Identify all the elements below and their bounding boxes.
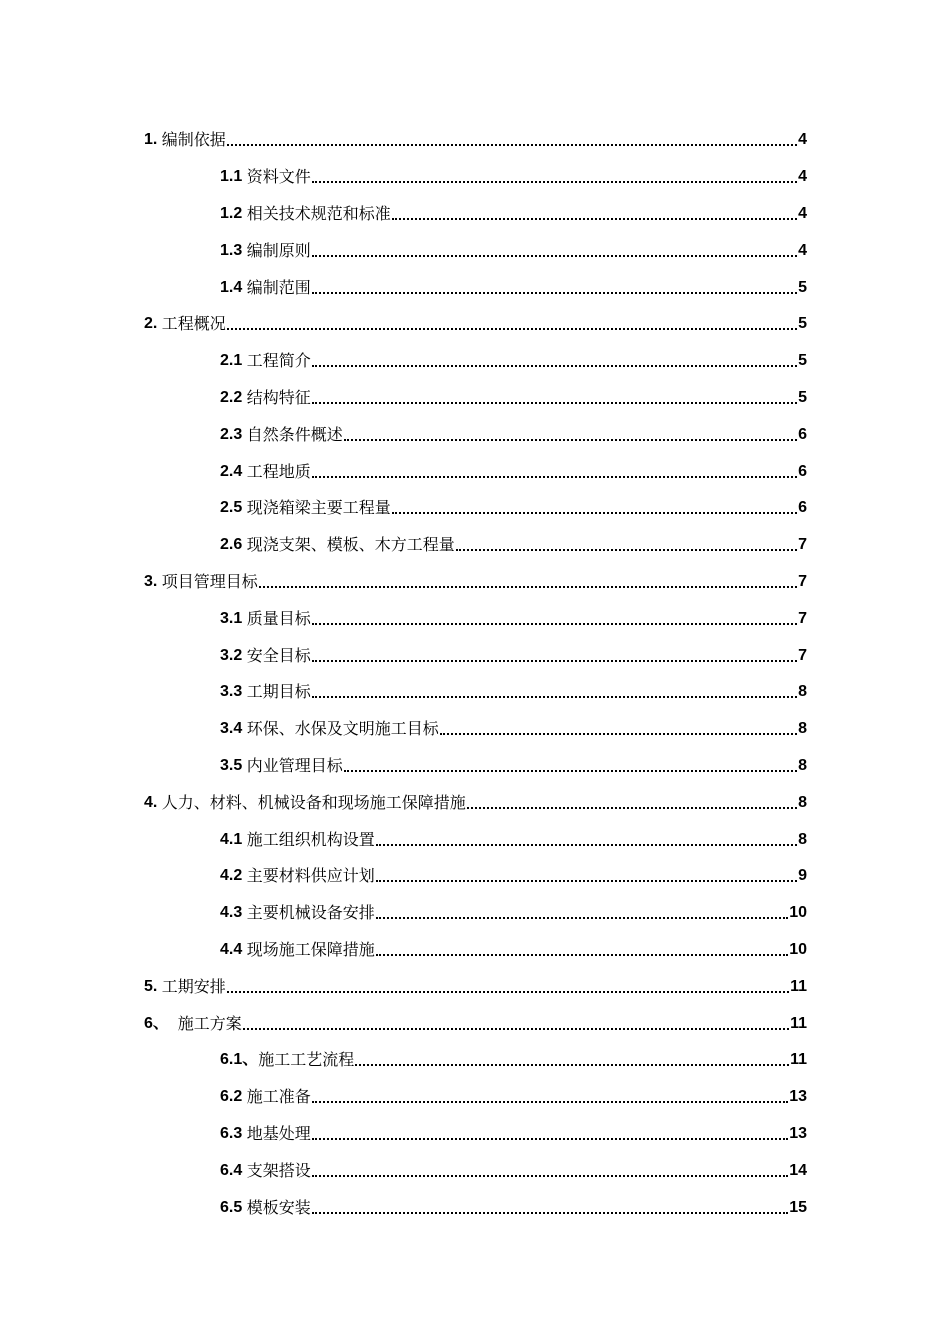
toc-entry-page-number: 13 — [789, 1124, 807, 1142]
toc-entry-page-number: 7 — [798, 646, 807, 664]
toc-dot-leader — [312, 181, 797, 183]
toc-entry-line — [220, 278, 950, 298]
toc-entry-section[interactable] — [0, 1042, 950, 1079]
toc-entry-number: 3.1 — [220, 609, 247, 627]
toc-entry-title: 编制原则 — [246, 240, 311, 260]
toc-dot-leader — [312, 402, 797, 404]
toc-entry-section[interactable] — [0, 1189, 950, 1226]
toc-dot-leader — [312, 1138, 789, 1140]
toc-entry-section[interactable] — [0, 159, 950, 196]
table-of-contents — [0, 122, 950, 1226]
toc-entry-number: 5. — [144, 977, 162, 995]
toc-entry-title: 结构特征 — [246, 387, 311, 407]
toc-dot-leader — [355, 1064, 789, 1066]
toc-entry-line — [220, 756, 950, 776]
toc-entry-line — [144, 572, 950, 592]
toc-entry-line — [220, 830, 950, 850]
toc-entry-title: 工程地质 — [246, 461, 311, 481]
toc-entry-section[interactable] — [0, 416, 950, 453]
toc-entry-page-number: 11 — [790, 977, 807, 995]
toc-entry-title: 人力、材料、机械设备和现场施工保障措施 — [161, 792, 466, 812]
toc-dot-leader — [312, 623, 797, 625]
toc-entry-page-number: 11 — [790, 1014, 807, 1032]
toc-dot-leader — [259, 586, 797, 588]
toc-entry-number: 1.2 — [220, 204, 247, 222]
toc-entry-number: 6.5 — [220, 1198, 247, 1216]
toc-entry-section[interactable] — [0, 674, 950, 711]
toc-entry-page-number: 9 — [798, 867, 807, 885]
toc-entry-line — [220, 1124, 950, 1144]
toc-entry-line — [144, 1014, 950, 1034]
toc-dot-leader — [312, 365, 797, 367]
toc-entry-title: 资料文件 — [246, 167, 311, 187]
toc-entry-number: 2.1 — [220, 352, 247, 370]
toc-entry-title: 工期安排 — [161, 976, 226, 996]
toc-entry-page-number: 6 — [798, 462, 807, 480]
toc-entry-section[interactable] — [0, 600, 950, 637]
toc-dot-leader — [376, 917, 789, 919]
toc-entry-title: 工程简介 — [246, 351, 311, 371]
toc-entry-line — [220, 535, 950, 555]
toc-entry-title: 现浇箱梁主要工程量 — [246, 498, 391, 518]
toc-entry-number: 3. — [144, 572, 162, 590]
toc-entry-number: 3.5 — [220, 756, 247, 774]
toc-entry-number: 1.1 — [220, 168, 247, 186]
toc-entry-line — [220, 866, 950, 886]
toc-dot-leader — [467, 807, 797, 809]
toc-entry-title: 现浇支架、模板、木方工程量 — [246, 535, 455, 555]
toc-entry-number: 4.2 — [220, 867, 247, 885]
toc-entry-title: 工程概况 — [161, 314, 226, 334]
toc-entry-page-number: 11 — [790, 1051, 807, 1069]
toc-entry-page-number: 7 — [798, 609, 807, 627]
toc-entry-line — [144, 977, 950, 997]
toc-entry-title: 施工组织机构设置 — [246, 829, 375, 849]
toc-entry-page-number: 14 — [789, 1161, 807, 1179]
toc-entry-section[interactable] — [0, 748, 950, 785]
toc-entry-line — [220, 167, 950, 187]
toc-entry-section[interactable] — [0, 711, 950, 748]
toc-entry-number: 1. — [144, 131, 162, 149]
toc-dot-leader — [376, 954, 789, 956]
toc-entry-line — [220, 351, 950, 371]
toc-entry-page-number: 8 — [798, 756, 807, 774]
toc-entry-number: 2.5 — [220, 499, 247, 517]
toc-entry-line — [220, 241, 950, 261]
toc-dot-leader — [312, 660, 797, 662]
toc-entry-number: 6.3 — [220, 1124, 247, 1142]
toc-entry-page-number: 10 — [789, 904, 807, 922]
toc-entry-chapter[interactable] — [0, 1005, 950, 1042]
toc-entry-page-number: 8 — [798, 683, 807, 701]
toc-entry-title: 施工方案 — [177, 1013, 242, 1033]
toc-entry-title: 主要机械设备安排 — [246, 903, 375, 923]
toc-entry-number: 2.6 — [220, 536, 247, 554]
toc-entry-title: 质量目标 — [246, 608, 311, 628]
toc-entry-number: 2.3 — [220, 425, 247, 443]
toc-entry-page-number: 7 — [798, 572, 807, 590]
toc-dot-leader — [312, 292, 797, 294]
toc-entry-page-number: 5 — [798, 352, 807, 370]
toc-dot-leader — [312, 476, 797, 478]
toc-dot-leader — [227, 328, 797, 330]
toc-entry-title: 工期目标 — [246, 682, 311, 702]
toc-entry-number: 4.1 — [220, 830, 247, 848]
toc-dot-leader — [312, 255, 797, 257]
toc-entry-title: 环保、水保及文明施工目标 — [246, 719, 439, 739]
toc-entry-line — [220, 498, 950, 518]
toc-entry-line — [220, 388, 950, 408]
toc-entry-title: 模板安装 — [246, 1197, 311, 1217]
toc-entry-title: 支架搭设 — [246, 1160, 311, 1180]
toc-entry-page-number: 5 — [798, 388, 807, 406]
toc-entry-line — [220, 1050, 950, 1070]
toc-entry-page-number: 5 — [798, 315, 807, 333]
toc-entry-section[interactable] — [0, 490, 950, 527]
toc-entry-page-number: 8 — [798, 720, 807, 738]
toc-dot-leader — [344, 770, 797, 772]
toc-entry-number: 1.3 — [220, 241, 247, 259]
toc-entry-chapter[interactable] — [0, 564, 950, 601]
toc-entry-page-number: 4 — [798, 241, 807, 259]
toc-entry-line — [220, 940, 950, 960]
toc-entry-section[interactable] — [0, 527, 950, 564]
toc-entry-page-number: 6 — [798, 425, 807, 443]
toc-entry-line — [220, 204, 950, 224]
toc-entry-number: 6.2 — [220, 1088, 247, 1106]
toc-entry-number: 2. — [144, 315, 162, 333]
toc-entry-line — [220, 903, 950, 923]
toc-entry-line — [220, 1087, 950, 1107]
toc-entry-title: 施工准备 — [246, 1087, 311, 1107]
toc-dot-leader — [312, 1212, 789, 1214]
toc-entry-number: 1.4 — [220, 278, 247, 296]
toc-entry-page-number: 8 — [798, 830, 807, 848]
toc-dot-leader — [440, 733, 797, 735]
toc-entry-number: 6.1、 — [220, 1051, 259, 1069]
toc-entry-section[interactable] — [0, 1152, 950, 1189]
toc-entry-page-number: 13 — [789, 1088, 807, 1106]
toc-entry-line — [220, 646, 950, 666]
toc-entry-page-number: 4 — [798, 131, 807, 149]
toc-dot-leader — [392, 512, 797, 514]
toc-dot-leader — [243, 1028, 789, 1030]
toc-entry-page-number: 10 — [789, 940, 807, 958]
toc-entry-number: 3.3 — [220, 683, 247, 701]
toc-entry-title: 施工工艺流程 — [258, 1050, 355, 1070]
toc-entry-section[interactable] — [0, 269, 950, 306]
toc-entry-section[interactable] — [0, 637, 950, 674]
toc-entry-title: 地基处理 — [246, 1123, 311, 1143]
toc-entry-page-number: 4 — [798, 204, 807, 222]
toc-entry-section[interactable] — [0, 1116, 950, 1153]
toc-entry-page-number: 4 — [798, 168, 807, 186]
toc-entry-line — [220, 425, 950, 445]
toc-entry-number: 4.3 — [220, 904, 247, 922]
toc-entry-section[interactable] — [0, 858, 950, 895]
toc-entry-number: 6.4 — [220, 1161, 247, 1179]
toc-entry-number: 4. — [144, 793, 162, 811]
toc-entry-line — [220, 1161, 950, 1181]
toc-dot-leader — [227, 991, 789, 993]
toc-entry-title: 自然条件概述 — [246, 424, 343, 444]
toc-entry-section[interactable] — [0, 895, 950, 932]
toc-entry-section[interactable] — [0, 821, 950, 858]
toc-dot-leader — [376, 844, 797, 846]
toc-entry-section[interactable] — [0, 1079, 950, 1116]
toc-entry-page-number: 6 — [798, 499, 807, 517]
toc-entry-section[interactable] — [0, 232, 950, 269]
toc-entry-line — [220, 609, 950, 629]
toc-entry-chapter[interactable] — [0, 968, 950, 1005]
toc-entry-line — [220, 1198, 950, 1218]
toc-dot-leader — [312, 1101, 789, 1103]
toc-dot-leader — [312, 696, 797, 698]
toc-dot-leader — [312, 1175, 789, 1177]
toc-entry-title: 主要材料供应计划 — [246, 866, 375, 886]
toc-entry-title: 内业管理目标 — [246, 755, 343, 775]
toc-entry-line — [220, 682, 950, 702]
toc-entry-section[interactable] — [0, 343, 950, 380]
toc-entry-chapter[interactable] — [0, 306, 950, 343]
toc-entry-number: 2.2 — [220, 388, 247, 406]
toc-entry-number: 3.2 — [220, 646, 247, 664]
toc-entry-number: 6、 — [144, 1014, 178, 1032]
toc-entry-number: 2.4 — [220, 462, 247, 480]
toc-entry-line — [144, 793, 950, 813]
toc-dot-leader — [344, 439, 797, 441]
toc-entry-title: 现场施工保障措施 — [246, 939, 375, 959]
toc-entry-page-number: 15 — [789, 1198, 807, 1216]
toc-dot-leader — [392, 218, 797, 220]
toc-entry-line — [220, 719, 950, 739]
toc-entry-section[interactable] — [0, 196, 950, 233]
toc-entry-section[interactable] — [0, 932, 950, 969]
toc-entry-title: 相关技术规范和标准 — [246, 203, 391, 223]
toc-entry-number: 3.4 — [220, 720, 247, 738]
toc-entry-page-number: 7 — [798, 536, 807, 554]
toc-entry-chapter[interactable] — [0, 784, 950, 821]
toc-dot-leader — [376, 880, 797, 882]
toc-entry-title: 编制范围 — [246, 277, 311, 297]
toc-entry-number: 4.4 — [220, 940, 247, 958]
toc-entry-title: 安全目标 — [246, 645, 311, 665]
toc-entry-page-number: 8 — [798, 793, 807, 811]
toc-dot-leader — [227, 144, 797, 146]
toc-entry-section[interactable] — [0, 453, 950, 490]
toc-entry-page-number: 5 — [798, 278, 807, 296]
toc-entry-section[interactable] — [0, 380, 950, 417]
toc-entry-title: 项目管理目标 — [161, 571, 258, 591]
toc-entry-chapter[interactable] — [0, 122, 950, 159]
toc-entry-line — [144, 314, 950, 334]
toc-entry-line — [220, 462, 950, 482]
toc-dot-leader — [456, 549, 797, 551]
toc-entry-title: 编制依据 — [161, 130, 226, 150]
toc-entry-line — [144, 130, 950, 150]
